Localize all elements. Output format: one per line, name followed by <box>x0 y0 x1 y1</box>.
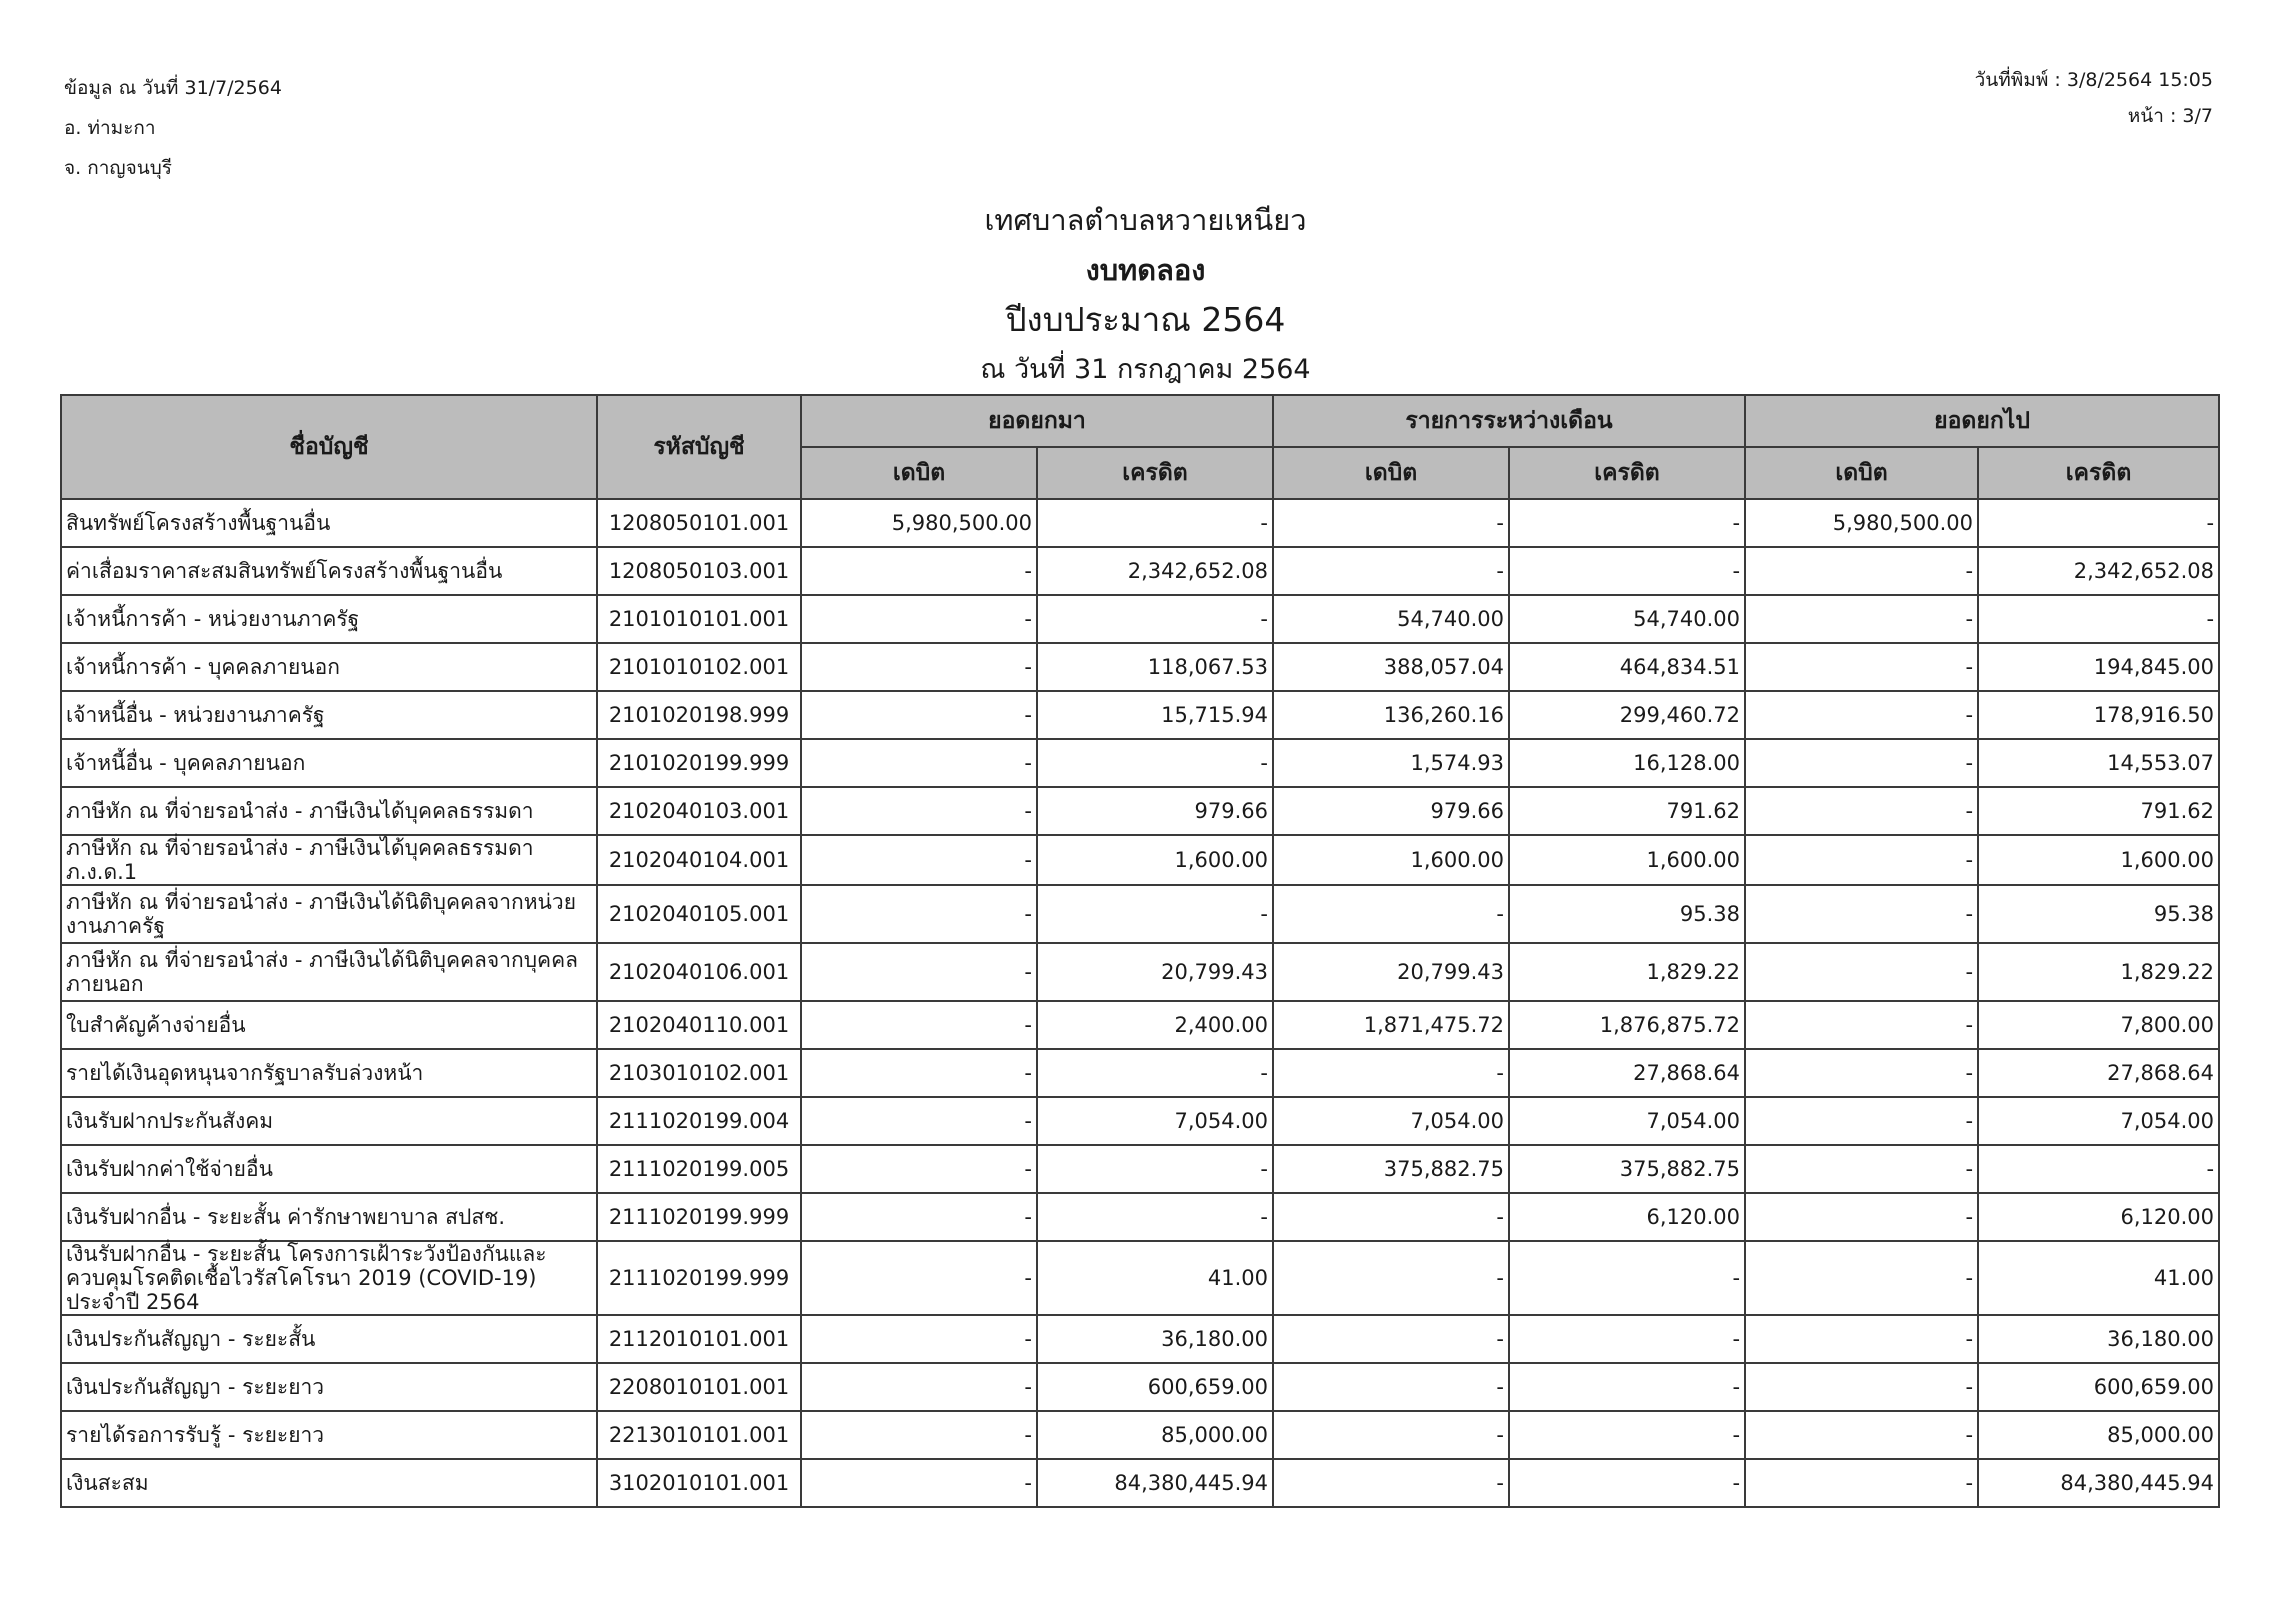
movement-credit: - <box>1509 1459 1745 1507</box>
opening-credit: 85,000.00 <box>1037 1411 1273 1459</box>
account-name: เจ้าหนี้การค้า - บุคคลภายนอก <box>61 643 597 691</box>
account-name: เงินรับฝากค่าใช้จ่ายอื่น <box>61 1145 597 1193</box>
opening-debit: - <box>801 595 1037 643</box>
account-name: เงินสะสม <box>61 1459 597 1507</box>
closing-debit: - <box>1745 691 1978 739</box>
opening-debit: - <box>801 1363 1037 1411</box>
page-number: หน้า : 3/7 <box>2127 105 2213 127</box>
opening-debit: - <box>801 1145 1037 1193</box>
closing-credit: 791.62 <box>1978 787 2219 835</box>
opening-credit: 2,342,652.08 <box>1037 547 1273 595</box>
opening-debit: - <box>801 691 1037 739</box>
movement-debit: 375,882.75 <box>1273 1145 1509 1193</box>
closing-credit: 1,829.22 <box>1978 943 2219 1001</box>
closing-credit: - <box>1978 595 2219 643</box>
closing-debit: - <box>1745 1145 1978 1193</box>
account-code: 2102040105.001 <box>597 885 801 943</box>
closing-credit: 85,000.00 <box>1978 1411 2219 1459</box>
table-row <box>61 1001 2219 1049</box>
account-code: 2102040104.001 <box>597 835 801 885</box>
table-row <box>61 1363 2219 1411</box>
account-code: 2102040110.001 <box>597 1001 801 1049</box>
movement-debit: - <box>1273 1241 1509 1315</box>
opening-credit: 979.66 <box>1037 787 1273 835</box>
opening-credit: 118,067.53 <box>1037 643 1273 691</box>
movement-debit: - <box>1273 1049 1509 1097</box>
trial-balance-table <box>60 394 2220 1508</box>
opening-credit: - <box>1037 1193 1273 1241</box>
opening-debit: - <box>801 1241 1037 1315</box>
table-row <box>61 835 2219 885</box>
movement-credit: 375,882.75 <box>1509 1145 1745 1193</box>
movement-credit: - <box>1509 1411 1745 1459</box>
account-code: 2101020198.999 <box>597 691 801 739</box>
account-name: เจ้าหนี้อื่น - บุคคลภายนอก <box>61 739 597 787</box>
opening-credit: 36,180.00 <box>1037 1315 1273 1363</box>
table-row <box>61 643 2219 691</box>
account-name: รายได้เงินอุดหนุนจากรัฐบาลรับล่วงหน้า <box>61 1049 597 1097</box>
movement-debit: 1,574.93 <box>1273 739 1509 787</box>
opening-credit: 7,054.00 <box>1037 1097 1273 1145</box>
movement-credit: 27,868.64 <box>1509 1049 1745 1097</box>
opening-debit: - <box>801 885 1037 943</box>
movement-debit: - <box>1273 1459 1509 1507</box>
table-row <box>61 595 2219 643</box>
header-opening-balance: ยอดยกมา <box>801 395 1273 447</box>
header-opening-credit: เครดิต <box>1037 447 1273 499</box>
print-date: วันที่พิมพ์ : 3/8/2564 15:05 <box>1974 69 2213 91</box>
opening-debit: - <box>801 787 1037 835</box>
opening-credit: - <box>1037 499 1273 547</box>
table-row <box>61 787 2219 835</box>
account-name: รายได้รอการรับรู้ - ระยะยาว <box>61 1411 597 1459</box>
header-closing-credit: เครดิต <box>1978 447 2219 499</box>
account-name: ค่าเสื่อมราคาสะสมสินทรัพย์โครงสร้างพื้นฐานอื่น <box>61 547 597 595</box>
account-name: เงินประกันสัญญา - ระยะยาว <box>61 1363 597 1411</box>
table-row <box>61 691 2219 739</box>
account-name: เจ้าหนี้อื่น - หน่วยงานภาครัฐ <box>61 691 597 739</box>
closing-debit: - <box>1745 1097 1978 1145</box>
account-code: 2101020199.999 <box>597 739 801 787</box>
table-row <box>61 1049 2219 1097</box>
opening-debit: - <box>801 1315 1037 1363</box>
movement-debit: - <box>1273 1315 1509 1363</box>
closing-credit: - <box>1978 499 2219 547</box>
closing-debit: - <box>1745 1363 1978 1411</box>
movement-debit: 54,740.00 <box>1273 595 1509 643</box>
account-code: 2111020199.004 <box>597 1097 801 1145</box>
opening-debit: - <box>801 1001 1037 1049</box>
opening-debit: - <box>801 643 1037 691</box>
opening-credit: 600,659.00 <box>1037 1363 1273 1411</box>
movement-credit: 1,829.22 <box>1509 943 1745 1001</box>
closing-debit: - <box>1745 1001 1978 1049</box>
account-code: 2112010101.001 <box>597 1315 801 1363</box>
header-account-code: รหัสบัญชี <box>597 395 801 499</box>
movement-credit: 16,128.00 <box>1509 739 1745 787</box>
closing-credit: 84,380,445.94 <box>1978 1459 2219 1507</box>
closing-credit: 36,180.00 <box>1978 1315 2219 1363</box>
opening-debit: - <box>801 943 1037 1001</box>
opening-credit: - <box>1037 595 1273 643</box>
movement-debit: 1,871,475.72 <box>1273 1001 1509 1049</box>
table-row <box>61 1193 2219 1241</box>
data-as-of: ข้อมูล ณ วันที่ 31/7/2564 <box>64 77 282 99</box>
closing-credit: 95.38 <box>1978 885 2219 943</box>
fiscal-year: ปีงบประมาณ 2564 <box>1005 300 1286 339</box>
account-name: ภาษีหัก ณ ที่จ่ายรอนำส่ง - ภาษีเงินได้นิติบุคคลจากบุคคลภายนอก <box>61 943 597 1001</box>
account-name: เงินรับฝากประกันสังคม <box>61 1097 597 1145</box>
movement-debit: 20,799.43 <box>1273 943 1509 1001</box>
account-code: 1208050103.001 <box>597 547 801 595</box>
movement-debit: - <box>1273 499 1509 547</box>
account-code: 2213010101.001 <box>597 1411 801 1459</box>
account-code: 1208050101.001 <box>597 499 801 547</box>
opening-debit: - <box>801 1459 1037 1507</box>
movement-credit: - <box>1509 1241 1745 1315</box>
closing-debit: - <box>1745 1241 1978 1315</box>
opening-debit: 5,980,500.00 <box>801 499 1037 547</box>
closing-credit: 178,916.50 <box>1978 691 2219 739</box>
closing-debit: - <box>1745 1459 1978 1507</box>
opening-credit: 84,380,445.94 <box>1037 1459 1273 1507</box>
closing-debit: - <box>1745 885 1978 943</box>
account-name: เงินรับฝากอื่น - ระยะสั้น โครงการเฝ้าระวังป้องกันและควบคุมโรคติดเชื้อไวรัสโคโรนา 2019 (COVID-19) ประจำปี 2564 <box>61 1241 597 1315</box>
movement-credit: - <box>1509 499 1745 547</box>
movement-debit: 1,600.00 <box>1273 835 1509 885</box>
header-opening-debit: เดบิต <box>801 447 1037 499</box>
account-name: ภาษีหัก ณ ที่จ่ายรอนำส่ง - ภาษีเงินได้บุคคลธรรมดา ภ.ง.ด.1 <box>61 835 597 885</box>
closing-credit: 7,054.00 <box>1978 1097 2219 1145</box>
account-code: 2101010102.001 <box>597 643 801 691</box>
document-title: งบทดลอง <box>1085 253 1206 287</box>
account-name: ภาษีหัก ณ ที่จ่ายรอนำส่ง - ภาษีเงินได้นิติบุคคลจากหน่วยงานภาครัฐ <box>61 885 597 943</box>
movement-credit: 54,740.00 <box>1509 595 1745 643</box>
opening-credit: - <box>1037 1049 1273 1097</box>
table-body <box>61 499 2219 1507</box>
movement-credit: 791.62 <box>1509 787 1745 835</box>
table-row <box>61 1097 2219 1145</box>
table-row <box>61 1411 2219 1459</box>
opening-debit: - <box>801 1097 1037 1145</box>
opening-debit: - <box>801 1193 1037 1241</box>
movement-credit: - <box>1509 1315 1745 1363</box>
header-movement-credit: เครดิต <box>1509 447 1745 499</box>
movement-credit: 95.38 <box>1509 885 1745 943</box>
province: จ. กาญจนบุรี <box>64 157 172 179</box>
closing-debit: - <box>1745 739 1978 787</box>
account-code: 2103010102.001 <box>597 1049 801 1097</box>
opening-credit: - <box>1037 1145 1273 1193</box>
organization-name: เทศบาลตำบลหวายเหนียว <box>984 203 1307 237</box>
closing-credit: 14,553.07 <box>1978 739 2219 787</box>
movement-debit: - <box>1273 1411 1509 1459</box>
closing-debit: - <box>1745 1411 1978 1459</box>
movement-debit: 388,057.04 <box>1273 643 1509 691</box>
closing-credit: 600,659.00 <box>1978 1363 2219 1411</box>
table-row <box>61 739 2219 787</box>
table-row <box>61 1459 2219 1507</box>
closing-credit: 41.00 <box>1978 1241 2219 1315</box>
opening-credit: - <box>1037 885 1273 943</box>
movement-credit: 299,460.72 <box>1509 691 1745 739</box>
movement-debit: 7,054.00 <box>1273 1097 1509 1145</box>
closing-credit: 6,120.00 <box>1978 1193 2219 1241</box>
table-row <box>61 1241 2219 1315</box>
closing-credit: 7,800.00 <box>1978 1001 2219 1049</box>
opening-credit: 2,400.00 <box>1037 1001 1273 1049</box>
opening-credit: 1,600.00 <box>1037 835 1273 885</box>
movement-credit: 1,876,875.72 <box>1509 1001 1745 1049</box>
account-code: 2111020199.999 <box>597 1241 801 1315</box>
as-of-date: ณ วันที่ 31 กรกฎาคม 2564 <box>980 354 1311 385</box>
closing-credit: - <box>1978 1145 2219 1193</box>
district: อ. ท่ามะกา <box>64 117 156 139</box>
closing-debit: - <box>1745 787 1978 835</box>
opening-credit: 41.00 <box>1037 1241 1273 1315</box>
account-code: 3102010101.001 <box>597 1459 801 1507</box>
closing-debit: - <box>1745 547 1978 595</box>
closing-debit: - <box>1745 1193 1978 1241</box>
header-monthly-movement: รายการระหว่างเดือน <box>1273 395 1745 447</box>
movement-credit: 7,054.00 <box>1509 1097 1745 1145</box>
closing-debit: - <box>1745 943 1978 1001</box>
report-title-block <box>0 195 2291 395</box>
closing-credit: 194,845.00 <box>1978 643 2219 691</box>
account-name: สินทรัพย์โครงสร้างพื้นฐานอื่น <box>61 499 597 547</box>
account-code: 2102040106.001 <box>597 943 801 1001</box>
table-row <box>61 547 2219 595</box>
opening-credit: - <box>1037 739 1273 787</box>
closing-credit: 2,342,652.08 <box>1978 547 2219 595</box>
header-account-name: ชื่อบัญชี <box>61 395 597 499</box>
opening-credit: 20,799.43 <box>1037 943 1273 1001</box>
table-row <box>61 1315 2219 1363</box>
opening-debit: - <box>801 835 1037 885</box>
header-movement-debit: เดบิต <box>1273 447 1509 499</box>
opening-debit: - <box>801 547 1037 595</box>
account-code: 2208010101.001 <box>597 1363 801 1411</box>
closing-credit: 1,600.00 <box>1978 835 2219 885</box>
account-name: เงินประกันสัญญา - ระยะสั้น <box>61 1315 597 1363</box>
table-row <box>61 499 2219 547</box>
closing-credit: 27,868.64 <box>1978 1049 2219 1097</box>
table-row <box>61 885 2219 943</box>
closing-debit: - <box>1745 643 1978 691</box>
account-code: 2102040103.001 <box>597 787 801 835</box>
account-name: เงินรับฝากอื่น - ระยะสั้น ค่ารักษาพยาบาล สปสช. <box>61 1193 597 1241</box>
movement-credit: - <box>1509 547 1745 595</box>
movement-credit: 464,834.51 <box>1509 643 1745 691</box>
movement-debit: - <box>1273 547 1509 595</box>
movement-credit: 6,120.00 <box>1509 1193 1745 1241</box>
report-meta-left <box>64 68 282 188</box>
account-code: 2101010101.001 <box>597 595 801 643</box>
closing-debit: 5,980,500.00 <box>1745 499 1978 547</box>
opening-credit: 15,715.94 <box>1037 691 1273 739</box>
account-name: ภาษีหัก ณ ที่จ่ายรอนำส่ง - ภาษีเงินได้บุคคลธรรมดา <box>61 787 597 835</box>
report-meta-right <box>1975 62 2213 134</box>
account-name: เจ้าหนี้การค้า - หน่วยงานภาครัฐ <box>61 595 597 643</box>
header-closing-debit: เดบิต <box>1745 447 1978 499</box>
account-code: 2111020199.999 <box>597 1193 801 1241</box>
movement-debit: 979.66 <box>1273 787 1509 835</box>
movement-credit: - <box>1509 1363 1745 1411</box>
opening-debit: - <box>801 739 1037 787</box>
closing-debit: - <box>1745 595 1978 643</box>
opening-debit: - <box>801 1049 1037 1097</box>
movement-debit: 136,260.16 <box>1273 691 1509 739</box>
movement-debit: - <box>1273 1363 1509 1411</box>
movement-credit: 1,600.00 <box>1509 835 1745 885</box>
movement-debit: - <box>1273 1193 1509 1241</box>
table-row <box>61 943 2219 1001</box>
account-name: ใบสำคัญค้างจ่ายอื่น <box>61 1001 597 1049</box>
closing-debit: - <box>1745 835 1978 885</box>
account-code: 2111020199.005 <box>597 1145 801 1193</box>
closing-debit: - <box>1745 1315 1978 1363</box>
header-closing-balance: ยอดยกไป <box>1745 395 2219 447</box>
movement-debit: - <box>1273 885 1509 943</box>
table-row <box>61 1145 2219 1193</box>
closing-debit: - <box>1745 1049 1978 1097</box>
opening-debit: - <box>801 1411 1037 1459</box>
